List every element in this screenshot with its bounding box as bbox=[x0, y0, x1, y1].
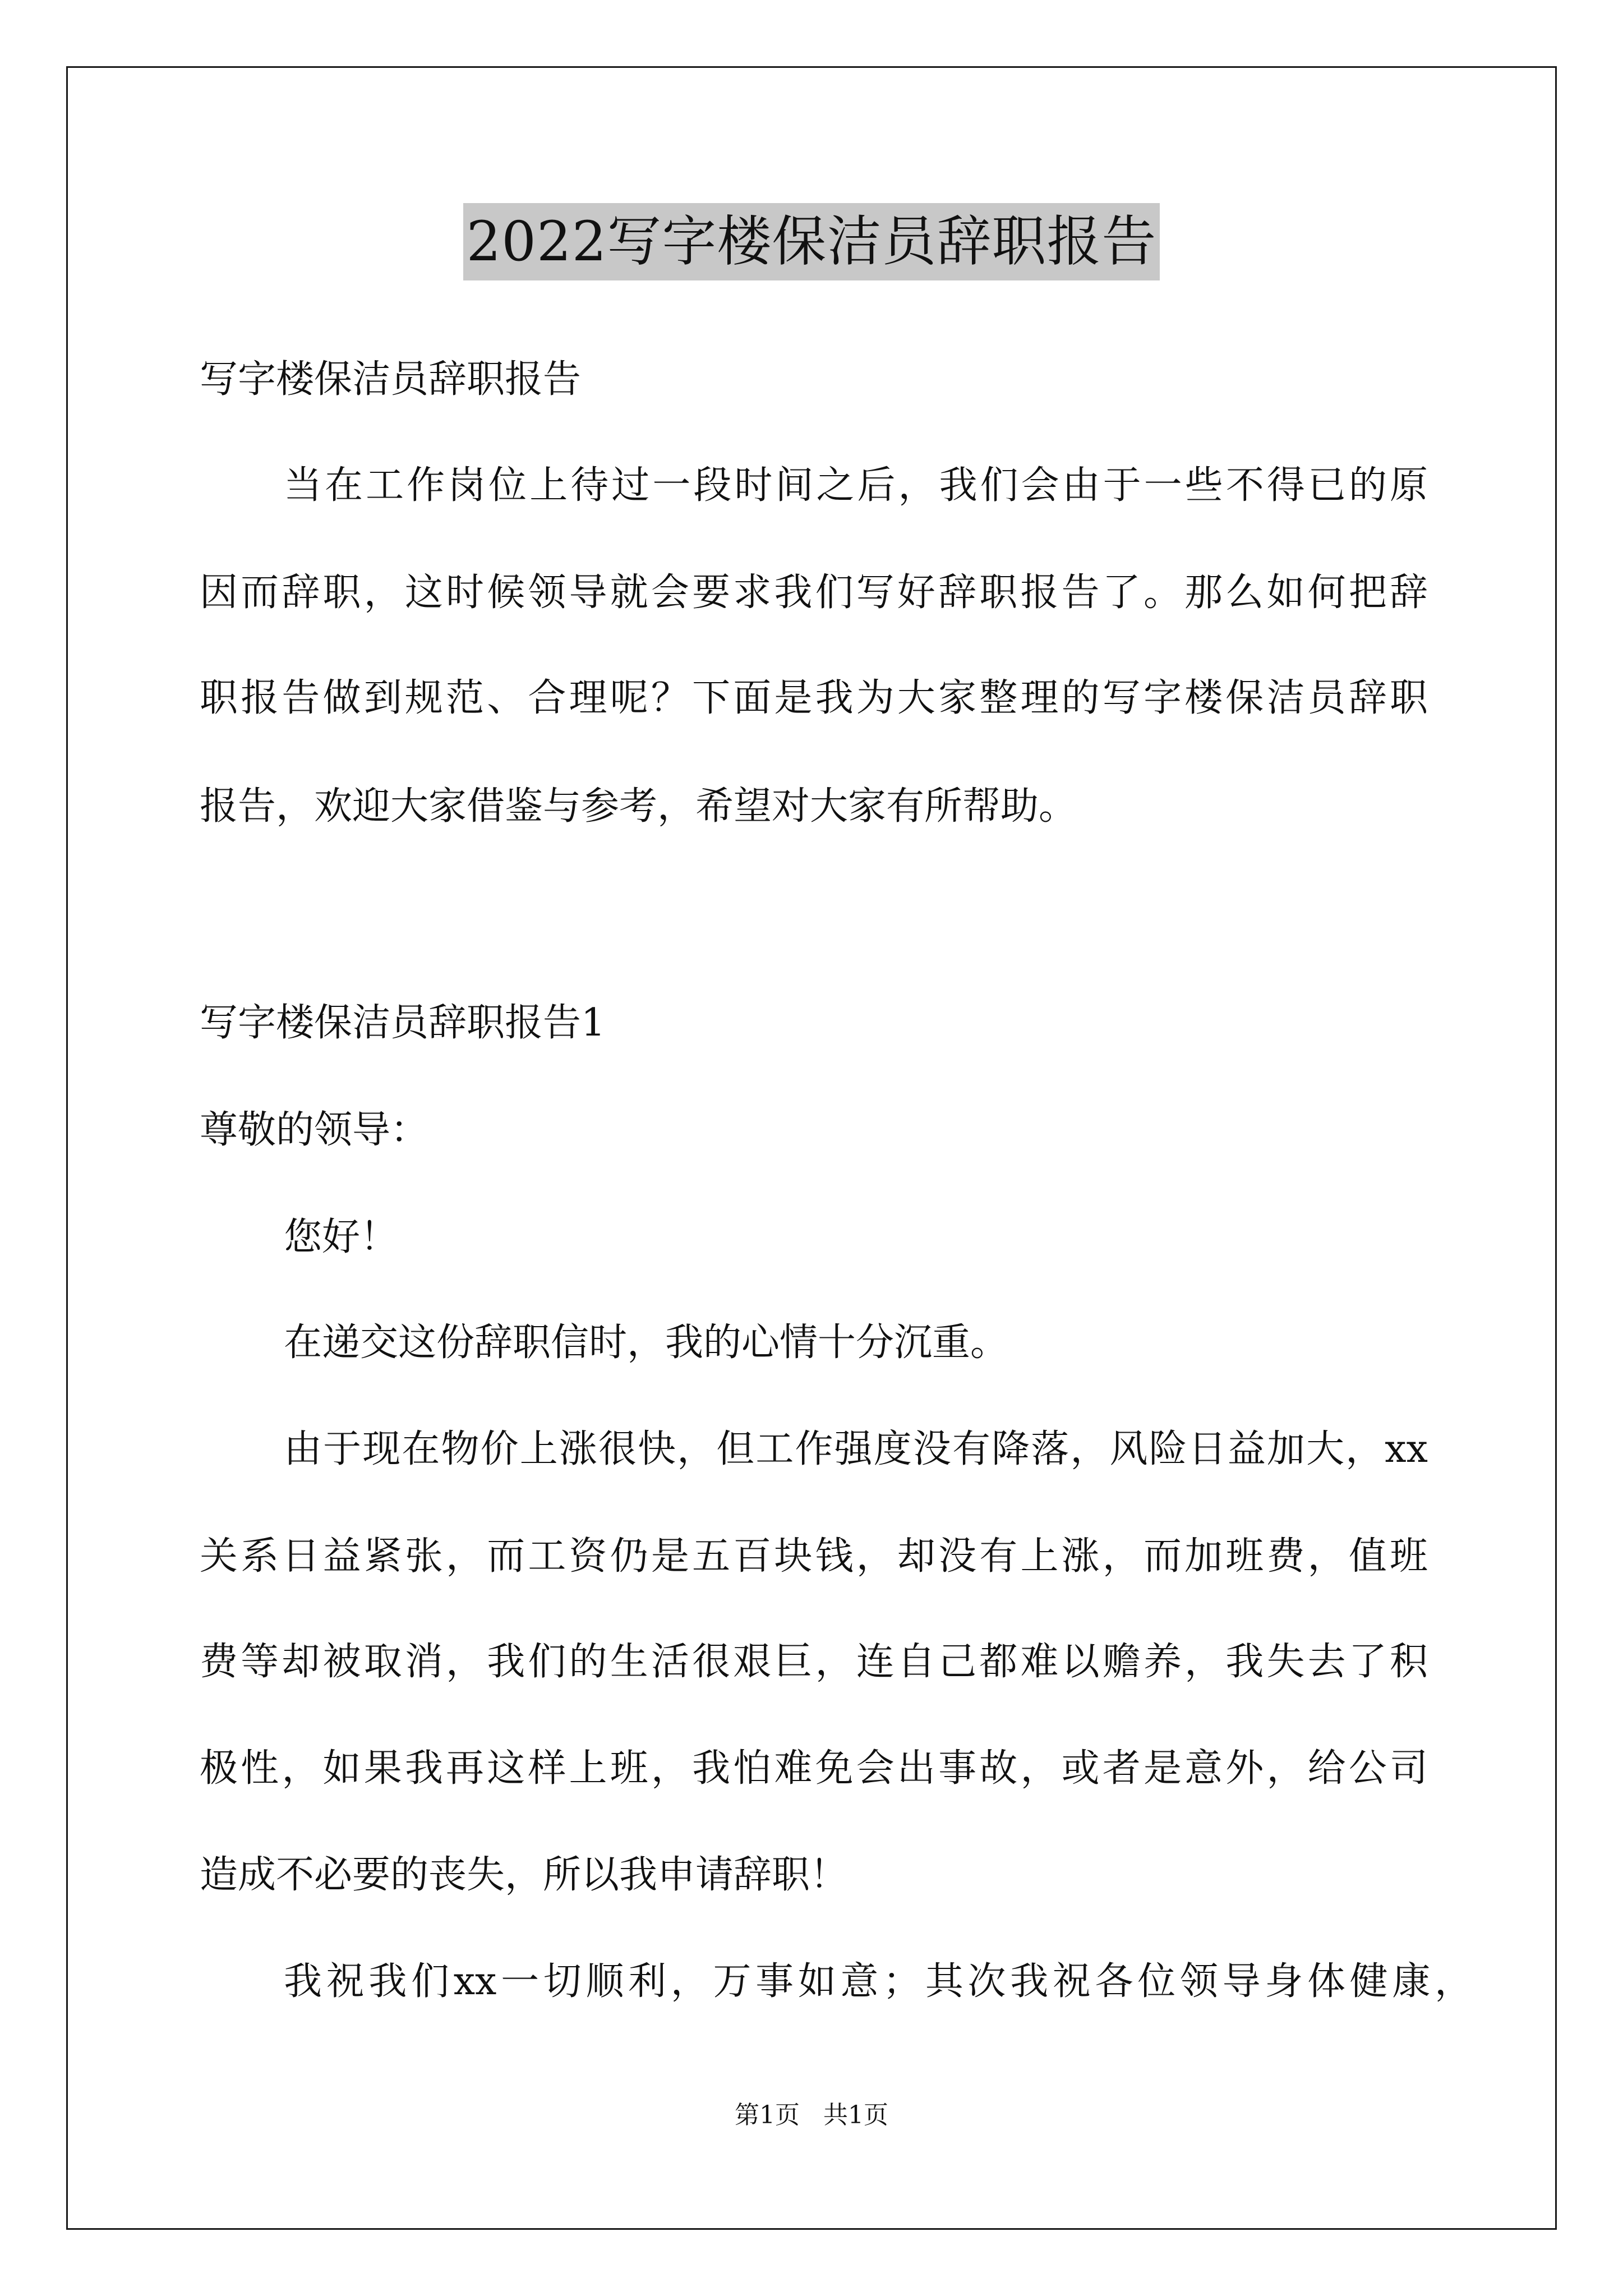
intro-line-3: 职报告做到规范、合理呢？下面是我为大家整理的写字楼保洁员辞职 bbox=[200, 676, 1428, 720]
paragraph-1: 在递交这份辞职信时，我的心情十分沉重。 bbox=[284, 1320, 1009, 1365]
paragraph-2-line-5: 造成不必要的丧失，所以我申请辞职！ bbox=[200, 1853, 849, 1897]
paragraph-2-line-3: 费等却被取消，我们的生活很艰巨，连自己都难以赡养，我失去了积 bbox=[200, 1640, 1428, 1684]
paragraph-2-line-2: 关系日益紧张，而工资仍是五百块钱，却没有上涨，而加班费，值班 bbox=[200, 1534, 1428, 1579]
intro-line-1: 当在工作岗位上待过一段时间之后，我们会由于一些不得已的原 bbox=[284, 463, 1428, 508]
intro-line-2: 因而辞职，这时候领导就会要求我们写好辞职报告了。那么如何把辞 bbox=[200, 570, 1428, 615]
title-block bbox=[0, 203, 1623, 280]
document-subtitle: 写字楼保洁员辞职报告 bbox=[200, 357, 582, 402]
paragraph-3-line-1: 我祝我们xx一切顺利，万事如意；其次我祝各位领导身体健康， bbox=[284, 1959, 1473, 2004]
paragraph-2-line-4: 极性，如果我再这样上班，我怕难免会出事故，或者是意外，给公司 bbox=[200, 1746, 1428, 1791]
intro-line-4: 报告，欢迎大家借鉴与参考，希望对大家有所帮助。 bbox=[200, 784, 1077, 829]
section-heading: 写字楼保洁员辞职报告1 bbox=[200, 1001, 606, 1045]
greeting: 您好！ bbox=[284, 1215, 399, 1259]
page-footer: 第1页 共1页 bbox=[735, 2101, 888, 2129]
document-title: 2022写字楼保洁员辞职报告 bbox=[463, 203, 1160, 280]
salutation: 尊敬的领导： bbox=[200, 1108, 429, 1152]
paragraph-2-line-1: 由于现在物价上涨很快，但工作强度没有降落，风险日益加大，xx bbox=[284, 1427, 1428, 1471]
